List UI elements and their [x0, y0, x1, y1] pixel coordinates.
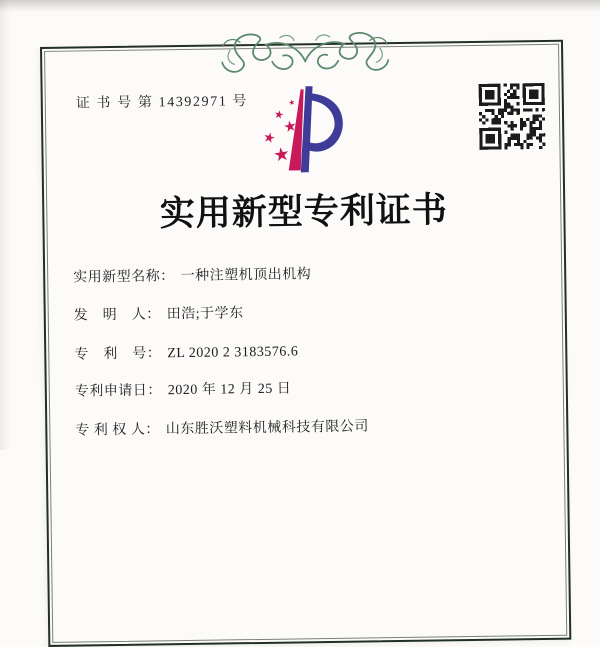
cnipa-logo-icon: [246, 85, 349, 174]
field-label: 专 利 号：: [74, 346, 162, 363]
field-label: 实用新型名称：: [73, 269, 175, 286]
field-label: 发 明 人：: [73, 307, 161, 324]
certificate-title: 实用新型专利证书: [159, 190, 449, 234]
flourish-ornament-icon: [210, 24, 401, 83]
field-label: 专 利 权 人：: [75, 422, 160, 439]
scan-shadow-top: [0, 0, 600, 12]
field-value: 一种注塑机顶出机构: [180, 267, 312, 285]
field-label: 专利申请日：: [74, 383, 162, 400]
field-row: [74, 340, 298, 363]
certificate-fields: [73, 260, 543, 439]
field-value: 山东胜沃塑料机械科技有限公司: [165, 419, 369, 438]
field-value: 2020 年 12 月 25 日: [167, 381, 292, 399]
field-row: [75, 378, 292, 401]
field-value: ZL 2020 2 3183576.6: [167, 344, 299, 362]
field-value: 田浩;于学东: [166, 306, 244, 323]
qr-code: [479, 83, 546, 150]
field-row: [74, 302, 244, 324]
field-row: [73, 263, 311, 286]
scan-shadow-left: [0, 0, 10, 450]
certificate-number: 证 书 号 第 14392971 号: [75, 94, 249, 112]
field-row: [75, 415, 369, 439]
certificate-frame: [40, 40, 571, 647]
